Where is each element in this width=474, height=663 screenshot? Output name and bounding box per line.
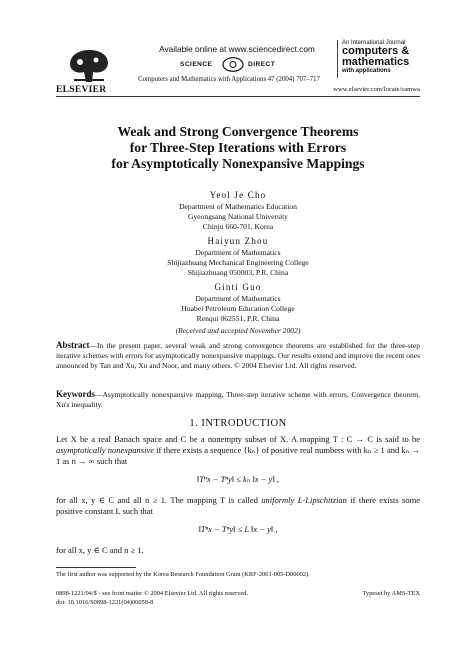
elsevier-tree-logo-icon [60,44,118,84]
author-3-name: Ginti Guo [214,282,262,292]
title-line-1: Weak and Strong Convergence Theorems [117,124,359,139]
body-text: Let X be a real Banach space and C be a nonempty subset of X. A mapping T : C → C is said to be [56,434,420,444]
journal-box-line2b: mathematics [342,56,410,68]
title-line-3: for Asymptotically Nonexpansive Mappings [111,156,365,171]
author-2-name: Haiyun Zhou [207,236,269,246]
direct-text: DIRECT [248,61,276,68]
affil-line: Department of Mathematics Education [179,202,297,211]
journal-box-line1: An International Journal [342,40,406,46]
affil-line: Huabei Petroleum Education College [181,303,295,313]
body-text: if there exists a sequence {kₙ} of positive real numbers with kₙ ≥ 1 and kₙ → 1 as n → ∞ such that [56,445,420,466]
affil-line: Chinju 660-701, Korea [202,221,274,231]
abstract-label: Abstract [56,340,90,350]
typeset-note: Typeset by AMS-TEX [362,590,420,597]
author-1-affiliation [56,202,420,231]
sciencedirect-at-icon [222,57,244,72]
keywords-label: Keywords [56,389,95,399]
sciencedirect-logo [170,57,320,73]
keywords [56,390,420,410]
affil-line: Shijiazhuang Mechanical Engineering College [167,257,309,267]
issn-line: 0898-1221/04/$ - see front matter © 2004 Elsevier Ltd. All rights reserved. [56,590,249,597]
paper-title [56,124,420,172]
intro-paragraph-3: for all x, y ∈ C and n ≥ 1. [56,545,144,555]
section-number: 1. [189,418,199,429]
affil-line: Department of Mathematics [195,248,281,257]
abstract-text: —In the present paper, several weak and strong convergence theorems are established for the three-step iterative schemes with errors for asymptotically nonexpansive mappings. Our results extend and improve the recent ones announced by Tan and Xu, Xu and Noor, and many others. © 2004 Elsevier Ltd. All rights reserved. [56,341,420,370]
author-3-affiliation [56,294,420,323]
affil-line: Gyeongsang National University [188,211,288,221]
body-text: if there exists some positive constant L such that [56,495,420,516]
footnote-rule [56,567,136,568]
author-1-name: Yeol Je Cho [209,190,267,200]
author-2-affiliation [56,248,420,277]
keywords-text: —Asymptotically nonexpansive mapping, Three-step iterative scheme with errors, Convergence theorem, Xu's inequality. [56,390,420,409]
abstract [56,341,420,370]
journal-box-line3: with applications [342,68,391,74]
journal-url[interactable]: www.elsevier.com/locate/camwa [333,86,420,93]
title-line-2: for Three-Step Iterations with Errors [129,140,347,155]
term-uniformly-lipschitzian: uniformly L-Lipschitzian [261,495,347,505]
journal-box [337,40,424,78]
affil-line: Renqui 062551, P.R. China [196,313,280,323]
term-asymptotically-nonexpansive: asymptotically nonexpansive [56,445,154,455]
equation-1: ‖Tⁿx − Tⁿy‖ ≤ kₙ ‖x − y‖ , [197,474,279,484]
affil-line: Department of Mathematics [195,294,281,303]
publisher-name: ELSEVIER [56,85,107,95]
doi-line[interactable]: doi: 10.1016/S0898-1221(04)00059-8 [56,599,154,606]
received-date: (Received and accepted November 2002) [175,326,301,335]
equation-2: ‖Tⁿx − Tⁿy‖ ≤ L ‖x − y‖ , [198,524,278,534]
affil-line: Shijiazhuang 050003, P.R. China [187,267,289,277]
header-rule [56,96,420,97]
journal-box-line2a: computers & [342,45,410,57]
intro-paragraph-1 [56,434,420,467]
section-heading [56,418,420,429]
intro-paragraph-2 [56,495,420,517]
science-text: SCIENCE [180,61,213,68]
footnote: The first author was supported by the Korea Research Foundation Grant (KRF-2001-005-D00002). [56,571,310,578]
journal-citation: Computers and Mathematics with Applications 47 (2004) 707–717 [138,76,320,83]
section-title: INTRODUCTION [201,418,287,429]
available-online-text[interactable]: Available online at www.sciencedirect.com [159,44,315,54]
body-text: for all x, y ∈ C and all n ≥ 1. The mapping T is called [56,495,262,505]
